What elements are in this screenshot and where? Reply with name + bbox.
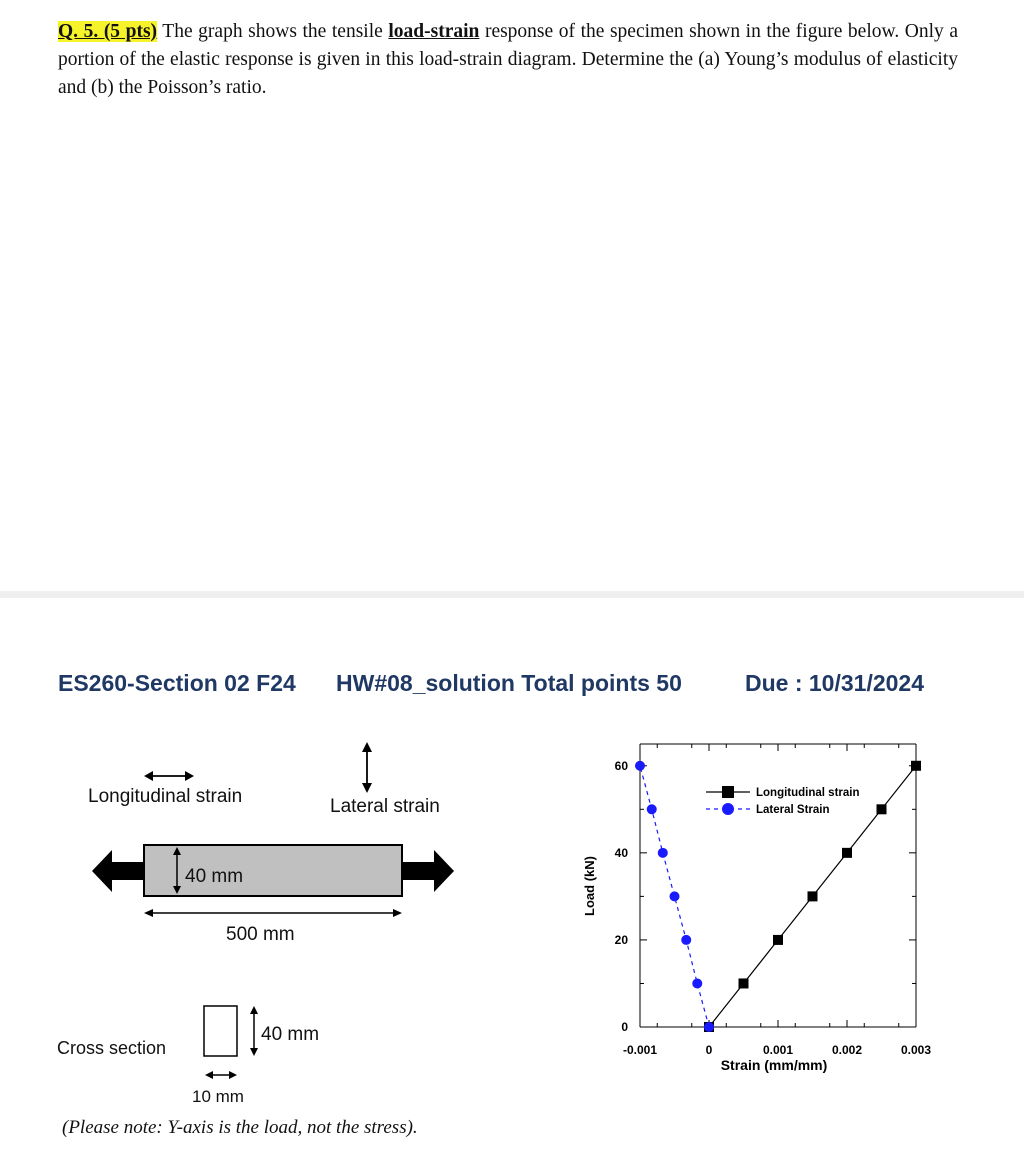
legend-circle-marker <box>722 803 734 815</box>
x-tick-label: 0.003 <box>900 1043 932 1057</box>
longitudinal-strain-label: Longitudinal strain <box>88 786 243 807</box>
x-tick-label: 0.002 <box>831 1043 863 1057</box>
x-tick-label: 0 <box>705 1043 713 1057</box>
longitudinal-point <box>877 804 887 814</box>
longitudinal-point <box>911 761 921 771</box>
page-divider <box>0 591 1024 598</box>
lateral-point <box>681 935 691 945</box>
load-strain-chart <box>560 730 960 1090</box>
hw-header: HW#08_solution Total points 50 <box>336 670 682 696</box>
longitudinal-point <box>842 848 852 858</box>
y-tick-label: 60 <box>614 758 628 773</box>
lateral-point <box>647 804 657 814</box>
cs-width-arrow-icon <box>205 1071 237 1079</box>
y-tick-label: 40 <box>614 845 628 860</box>
x-tick-label: -0.001 <box>622 1043 658 1057</box>
question-text-part1: The graph shows the tensile <box>157 21 389 42</box>
specimen-bar <box>144 845 402 896</box>
longitudinal-point <box>739 978 749 988</box>
x-axis-label: Strain (mm/mm) <box>720 1057 828 1073</box>
length-dimension-arrow-icon <box>144 909 402 917</box>
length-dimension-label: 500 mm <box>226 924 295 945</box>
y-tick-label: 20 <box>614 932 628 947</box>
longitudinal-arrow-icon <box>144 771 194 781</box>
lateral-point <box>635 761 645 771</box>
course-header: ES260-Section 02 F24 <box>58 670 296 696</box>
height-dimension-label: 40 mm <box>185 866 244 887</box>
y-axis-label: Load (kN) <box>582 856 597 916</box>
cs-height-dimension-label: 40 mm <box>261 1024 320 1045</box>
question-text <box>58 18 958 102</box>
due-date: Due : 10/31/2024 <box>745 670 925 696</box>
question-keyword: load-strain <box>388 21 480 42</box>
question-text-part2: response of the specimen shown in the figure below. Only a portion of the elastic response is given in this load-strain diagram. Determine the (a) Young’s modulus of elasticity and (b) the Poisson’s ratio. <box>58 21 959 98</box>
question-label: Q. 5. (5 pts) <box>58 21 158 42</box>
x-tick-label: 0.001 <box>762 1043 794 1057</box>
lateral-point <box>658 848 668 858</box>
lateral-strain-label: Lateral strain <box>330 796 440 817</box>
lateral-point <box>692 978 702 988</box>
lateral-point <box>704 1022 714 1032</box>
cross-section-rect <box>204 1006 237 1056</box>
cs-width-dimension-label: 10 mm <box>192 1087 244 1106</box>
legend-label-1: Lateral Strain <box>756 804 830 816</box>
longitudinal-point <box>773 935 783 945</box>
longitudinal-point <box>808 891 818 901</box>
lateral-arrow-icon <box>362 742 372 793</box>
cross-section-label: Cross section <box>57 1038 167 1058</box>
legend-square-marker <box>722 786 734 798</box>
right-load-arrow-icon <box>402 850 454 892</box>
note-text: (Please note: Y-axis is the load, not the stress). <box>62 1117 418 1138</box>
lateral-point <box>670 891 680 901</box>
legend-label-0: Longitudinal strain <box>756 787 860 799</box>
y-tick-label: 0 <box>621 1020 628 1034</box>
left-load-arrow-icon <box>92 850 144 892</box>
cs-height-arrow-icon <box>250 1006 258 1056</box>
